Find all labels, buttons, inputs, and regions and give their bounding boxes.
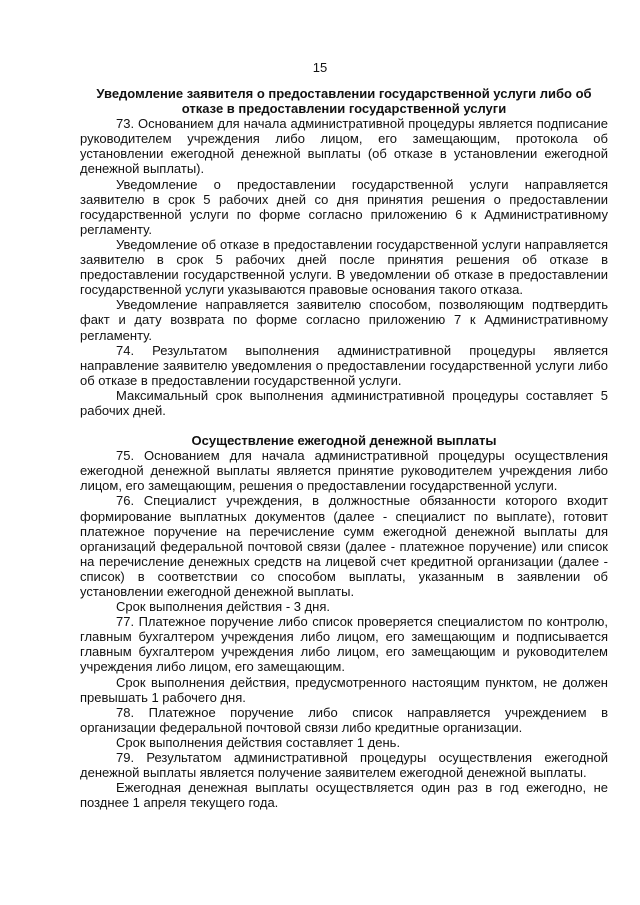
paragraph: Срок выполнения действия, предусмотренного настоящим пунктом, не должен превышать 1 рабочего дня. bbox=[80, 674, 608, 705]
page-number: 15 bbox=[312, 60, 328, 75]
paragraph: 79. Результатом административной процедуры осуществления ежегодной денежной выплаты является получение заявителем ежегодной денежной выплаты. bbox=[80, 750, 608, 781]
paragraph: Максимальный срок выполнения административной процедуры составляет 5 рабочих дней. bbox=[80, 387, 608, 418]
paragraph: Срок выполнения действия составляет 1 день. bbox=[116, 734, 401, 750]
paragraph: Уведомление направляется заявителю способом, позволяющим подтвердить факт и дату возврата по форме согласно приложению 7 к Административному регламенту. bbox=[80, 297, 608, 343]
paragraph: Срок выполнения действия - 3 дня. bbox=[116, 599, 331, 615]
document-body bbox=[80, 86, 608, 810]
paragraph: 73. Основанием для начала административной процедуры является подписание руководителем учреждения либо лицом, его замещающим, протокола об установлении ежегодной денежной выплаты (об отказе в установлении ежегодной денежной выплаты). bbox=[80, 116, 608, 177]
paragraph: 74. Результатом выполнения административной процедуры является направление заявителю уведомления о предоставлении государственной услуги либо об отказе в предоставлении государственной услуги. bbox=[80, 342, 608, 388]
paragraph: 78. Платежное поручение либо список направляется учреждением в организации федеральной почтовой связи либо кредитные организации. bbox=[80, 704, 608, 735]
paragraph: 77. Платежное поручение либо список проверяется специалистом по контролю, главным бухгалтером учреждения либо лицом, его замещающим и подписывается главным бухгалтером учреждения либо лицом, его замещающим и руководителем учреждения либо лицом, его замещающим. bbox=[80, 614, 608, 675]
section-heading: Осуществление ежегодной денежной выплаты bbox=[191, 433, 497, 449]
paragraph: 75. Основанием для начала административной процедуры осуществления ежегодной денежной выплаты является принятие руководителем учреждения либо лицом, его замещающим, решения о предоставлении государственной услуги. bbox=[80, 448, 608, 494]
paragraph: Уведомление об отказе в предоставлении государственной услуги направляется заявителю в срок 5 рабочих дней после принятия решения об отказе в предоставлении государственной услуги. В уведомлении об отказе в предоставлении государственной услуги указываются правовые основания такого отказа. bbox=[80, 236, 608, 298]
section-heading: Уведомление заявителя о предоставлении государственной услуги либо об отказе в предоставлении государственной услуги bbox=[96, 86, 592, 117]
section-spacer bbox=[80, 418, 608, 433]
paragraph: Уведомление о предоставлении государственной услуги направляется заявителю в срок 5 рабочих дней со дня принятия решения о предоставлении государственной услуги по форме согласно приложению 6 к Административному регламенту. bbox=[80, 176, 608, 237]
paragraph: Ежегодная денежная выплаты осуществляется один раз в год ежегодно, не позднее 1 апреля текущего года. bbox=[80, 780, 608, 811]
paragraph: 76. Специалист учреждения, в должностные обязанности которого входит формирование выплатных документов (далее - специалист по выплате), готовит платежное поручение на перечисление сумм ежегодной денежной выплаты для организаций федеральной почтовой связи (далее - платежное поручение) или список на перечисление денежных средств на лицевой счет кредитной организации (далее - список) в соответствии со способом выплаты, указанным в заявлении об установлении ежегодной денежной выплаты. bbox=[80, 493, 608, 599]
